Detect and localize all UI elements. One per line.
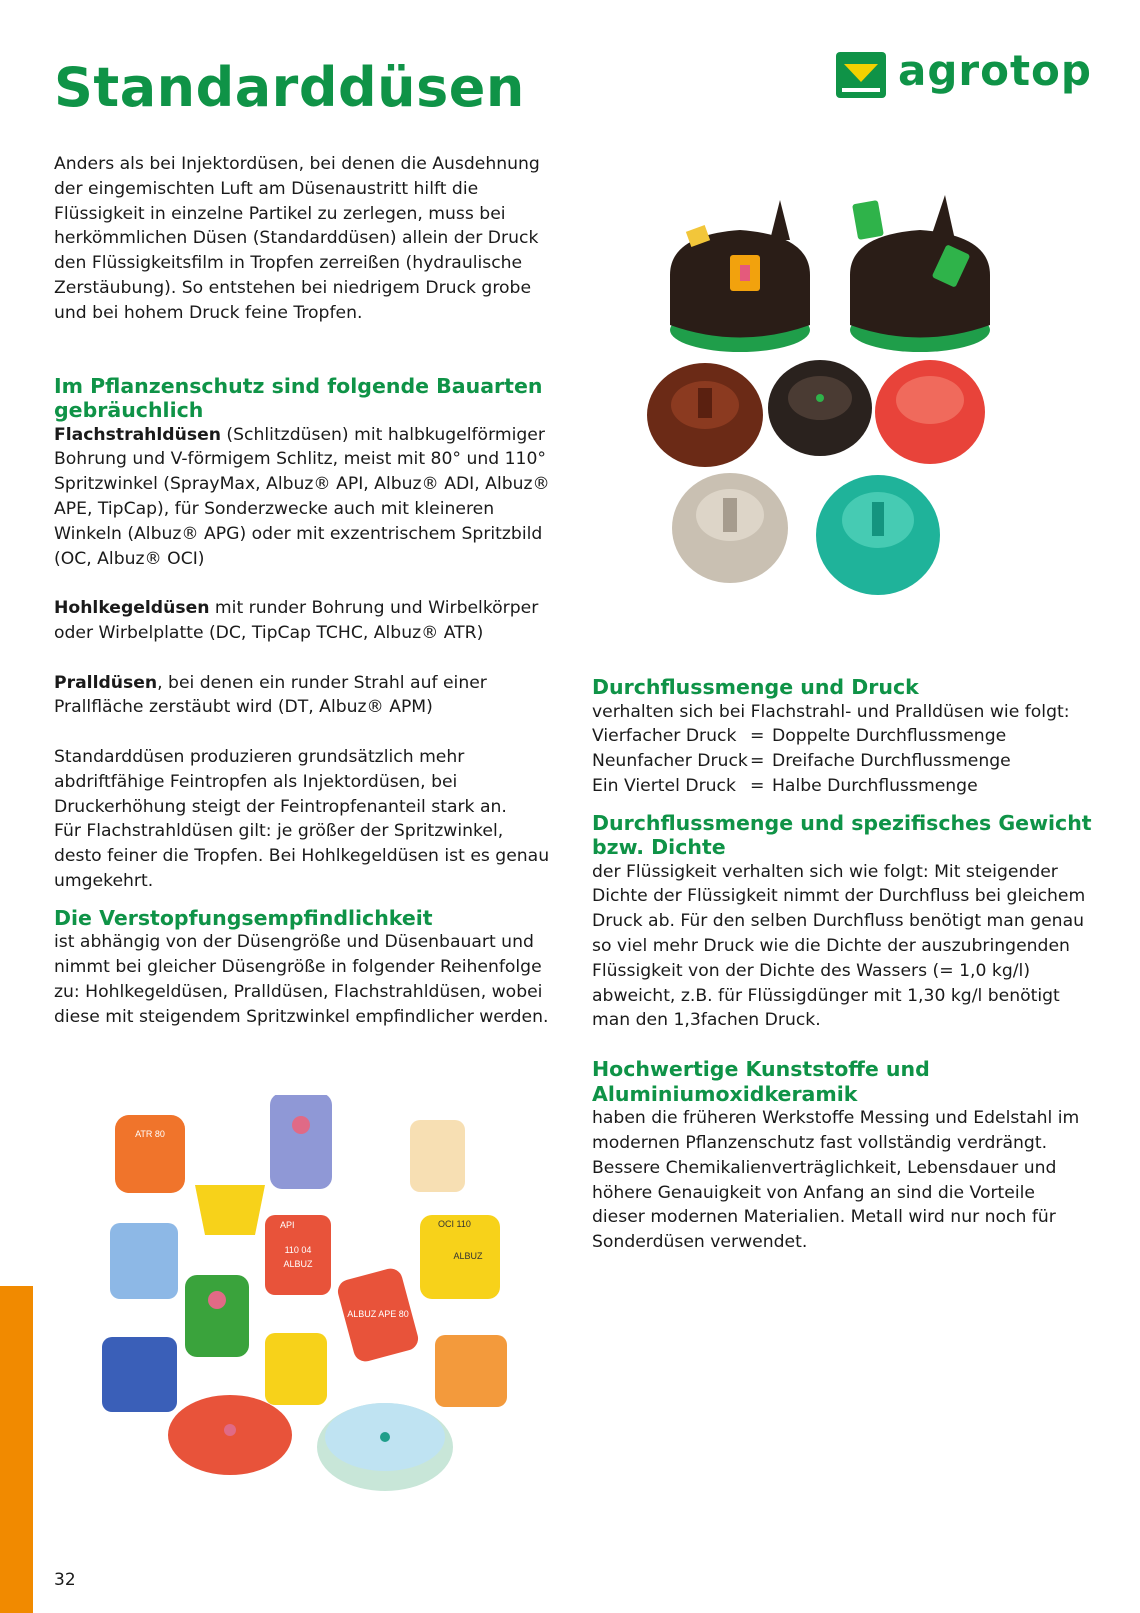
nozzle-label: API [280, 1220, 295, 1230]
left-column [54, 152, 554, 1029]
prall-paragraph [54, 671, 554, 721]
light-blue-nozzle [110, 1223, 178, 1299]
flachstrahl-paragraph [54, 423, 554, 572]
nozzle-label: 110 04 [284, 1245, 312, 1255]
red-round-nozzle [168, 1395, 292, 1475]
yellow-nozzle [195, 1185, 265, 1235]
yellow-small-nozzle [265, 1333, 327, 1405]
nozzle-label: ALBUZ [283, 1259, 313, 1269]
kunststoffe-heading: Hochwertige Kunststoffe und Aluminiumoxidkeramik [592, 1057, 930, 1106]
druck-row-left: Ein Viertel Druck [592, 775, 736, 796]
druck-heading: Durchflussmenge und Druck [592, 675, 919, 699]
clear-nozzle [410, 1120, 465, 1192]
right-column [592, 675, 1092, 1255]
red-ape-nozzle [335, 1266, 420, 1364]
agrotop-logo-text: agrotop [898, 46, 1092, 95]
verstopfung-heading: Die Verstopfungsempfindlichkeit [54, 905, 433, 930]
grey-cap [672, 473, 788, 583]
yellow-oci-nozzle [420, 1215, 500, 1299]
druck-row [592, 749, 1092, 774]
druck-row-left: Vierfacher Druck [592, 726, 737, 747]
lavender-nozzle [270, 1095, 332, 1189]
druck-row [592, 724, 1092, 749]
verstopfung-paragraph: ist abhängig von der Düsengröße und Düsenbauart und nimmt bei gleicher Düsengröße in folgender Reihenfolge zu: Hohlkegeldüsen, Pralldüsen, Flachstrahldüsen, wobei diese mit steigendem Spritzwinkel empfindlicher werden. [54, 932, 549, 1027]
prall-term: Pralldüsen [54, 672, 158, 693]
page-title: Standarddüsen [54, 56, 525, 119]
orange-nozzle [115, 1115, 185, 1193]
intro-paragraph: Anders als bei Injektordüsen, bei denen die Ausdehnung der eingemischten Luft am Düsenaustritt hilft die Flüssigkeit in einzelne Partikel zu zerlegen, muss bei herkömmlichen Düsen (Standarddüsen) allein der Druck den Flüssigkeitsfilm in Tropfen zerreißen (hydraulische Zerstäubung). So entstehen bei niedrigem Druck grobe und bei hohem Druck feine Tropfen. [54, 154, 540, 323]
druck-intro: verhalten sich bei Flachstrahl- und Pralldüsen wie folgt: [592, 701, 1070, 722]
page-number: 32 [54, 1570, 76, 1590]
nozzle-label: ALBUZ APE 80 [347, 1309, 409, 1319]
druck-row [592, 774, 1092, 799]
green-nozzle [185, 1275, 249, 1357]
brown-cap [647, 363, 763, 467]
nozzle-caps-photo [630, 180, 1030, 630]
druck-row-sign: = [750, 726, 765, 747]
agrotop-logo [836, 46, 1092, 102]
kunststoffe-paragraph: haben die früheren Werkstoffe Messing und Edelstahl im modernen Pflanzenschutz fast vollständig verdrängt. Bessere Chemikalienverträglichkeit, Lebensdauer und höhere Genauigkeit von Anfang an sind die Vorteile dieser modernen Materialien. Metall wird nur noch für Sonderdüsen verwendet. [592, 1108, 1080, 1253]
nozzle-label: OCI 110 [438, 1219, 471, 1229]
prall-text: , bei denen ein runder Strahl auf einer Prallfläche zerstäubt wird (DT, Albuz® APM) [54, 672, 487, 718]
druck-row-right: Halbe Durchflussmenge [772, 775, 978, 796]
black-round-cap [768, 360, 872, 456]
red-api-nozzle [265, 1215, 331, 1295]
flachstrahl-term: Flachstrahldüsen [54, 424, 221, 445]
hohlkegel-paragraph [54, 596, 554, 646]
druck-row-sign: = [750, 751, 765, 772]
side-color-bar [0, 1286, 33, 1613]
hohlkegel-term: Hohlkegeldüsen [54, 598, 210, 619]
druck-row-left: Neunfacher Druck [592, 751, 748, 772]
druck-row-sign: = [750, 775, 765, 796]
black-cap-yellow-nozzle [670, 200, 810, 352]
winkel-paragraph: Für Flachstrahldüsen gilt: je größer der Spritzwinkel, desto feiner die Tropfen. Bei Hohlkegeldüsen ist es genau umgekehrt. [54, 821, 550, 891]
teal-round-nozzle [317, 1403, 453, 1491]
drift-paragraph: Standarddüsen produzieren grundsätzlich mehr abdriftfähige Feintropfen als Injektordüsen, bei Druckerhöhung steigt der Feintropfenanteil stark an. [54, 746, 507, 817]
dichte-heading: Durchflussmenge und spezifisches Gewicht bzw. Dichte [592, 810, 1092, 860]
turquoise-cap [816, 475, 940, 595]
flachstrahl-text: (Schlitzdüsen) mit halbkugelförmiger Bohrung und V-förmigem Schlitz, meist mit 80° und 110° Spritzwinkel (SprayMax, Albuz® API, Albuz® ADI, Albuz® APE, TipCap), für Sonderzwecke auch mit kleineren Winkeln (Albuz® APG) oder mit exzentrischem Spritzbild (OC, Albuz® OCI) [54, 424, 550, 569]
agrotop-logo-mark-icon [836, 52, 886, 98]
bauarten-heading: Im Pflanzenschutz sind folgende Bauarten gebräuchlich [54, 373, 543, 423]
blue-nozzle [102, 1337, 177, 1412]
nozzle-label: ALBUZ [453, 1251, 483, 1261]
druck-row-right: Dreifache Durchflussmenge [772, 751, 1011, 772]
dichte-paragraph: der Flüssigkeit verhalten sich wie folgt: Mit steigender Dichte der Flüssigkeit nimmt der Durchfluss bei gleichem Druck ab. Für den selben Durchfluss benötigt man genau so viel mehr Druck wie die Dichte der auszubringenden Flüssigkeit von der Dichte des Wassers (= 1,0 kg/l) abweicht, z.B. für Flüssigdünger mit 1,30 kg/l benötigt man den 1,3fachen Druck. [592, 861, 1086, 1031]
druck-row-right: Doppelte Durchflussmenge [772, 726, 1007, 747]
nozzles-photo [90, 1095, 570, 1515]
orange-small-nozzle [435, 1335, 507, 1407]
hohlkegel-text: mit runder Bohrung und Wirbelkörper oder Wirbelplatte (DC, TipCap TCHC, Albuz® ATR) [54, 598, 539, 643]
red-cap [875, 360, 985, 464]
black-cap-green-nozzle [850, 195, 990, 352]
nozzle-label: ATR 80 [135, 1129, 165, 1139]
